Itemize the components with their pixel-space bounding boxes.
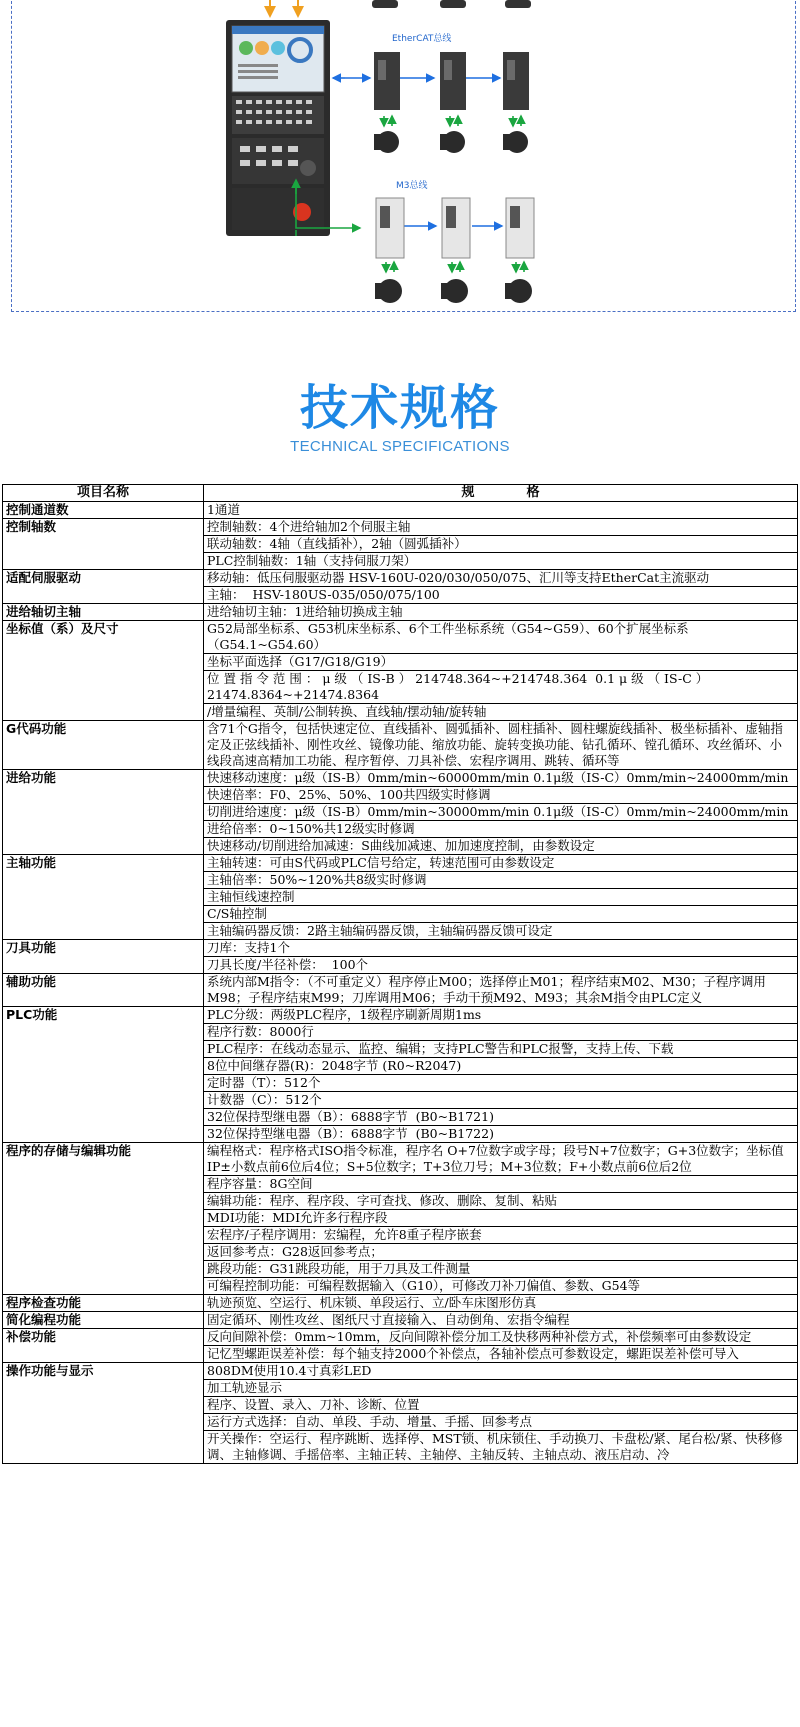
table-row [3, 940, 798, 957]
spec-value: 切削进给速度：μ级（IS-B）0mm/min~30000mm/min 0.1μ级（IS-C）0mm/min~24000mm/min [204, 804, 798, 821]
heading-title-cn: 技术规格 [299, 380, 500, 436]
table-row [3, 604, 798, 621]
spec-value: 可编程控制功能：可编程数据输入（G10），可修改刀补刀偏值、参数、G54等 [204, 1278, 798, 1295]
spec-item-name: 程序检查功能 [3, 1295, 204, 1312]
spec-value: 808DM使用10.4寸真彩LED [204, 1363, 798, 1380]
spec-item-name: 简化编程功能 [3, 1312, 204, 1329]
spec-value: 固定循环、刚性攻丝、图纸尺寸直接输入、自动倒角、宏指令编程 [204, 1312, 798, 1329]
spec-table-header [3, 485, 798, 502]
table-row [3, 721, 798, 770]
spec-value: 主轴编码器反馈：2路主轴编码器反馈，主轴编码器反馈可设定 [204, 923, 798, 940]
header-name: 项目名称 [3, 485, 204, 502]
spec-value: 8位中间继存器(R)：2048字节 (R0~R2047) [204, 1058, 798, 1075]
spec-value: 刀库：支持1个 [204, 940, 798, 957]
spec-value: 控制轴数：4个进给轴加2个伺服主轴 [204, 519, 798, 536]
spec-value: 刀具长度/半径补偿： 100个 [204, 957, 798, 974]
top-motors [372, 0, 531, 8]
spec-value: G52局部坐标系、G53机床坐标系、6个工件坐标系统（G54~G59）、60个扩展坐标系（G54.1~G54.60） [204, 621, 798, 654]
spec-value: 主轴恒线速控制 [204, 889, 798, 906]
spec-value: 程序容量：8G空间 [204, 1176, 798, 1193]
table-row [3, 974, 798, 1007]
spec-value: 返回参考点：G28返回参考点； [204, 1244, 798, 1261]
spec-item-name: 控制轴数 [3, 519, 204, 570]
spec-value: 跳段功能：G31跳段功能，用于刀具及工件测量 [204, 1261, 798, 1278]
ethercat-motors [374, 131, 528, 153]
spec-value: 运行方式选择：自动、单段、手动、增量、手摇、回参考点 [204, 1414, 798, 1431]
spec-value: 宏程序/子程序调用：宏编程，允许8重子程序嵌套 [204, 1227, 798, 1244]
spec-value: 主轴倍率：50%~120%共8级实时修调 [204, 872, 798, 889]
table-row [3, 855, 798, 872]
spec-value: 进给倍率：0~150%共12级实时修调 [204, 821, 798, 838]
header-spec: 规 格 [204, 485, 798, 502]
table-row [3, 770, 798, 787]
spec-value: 32位保持型继电器（B）：6888字节 (B0~B1722) [204, 1126, 798, 1143]
section-heading [0, 380, 800, 455]
spec-item-name: 主轴功能 [3, 855, 204, 940]
spec-value: 快速移动速度：μ级（IS-B）0mm/min~60000mm/min 0.1μ级（IS-C）0mm/min~24000mm/min [204, 770, 798, 787]
table-row [3, 1143, 798, 1176]
spec-item-name: 程序的存储与编辑功能 [3, 1143, 204, 1295]
spec-value: 移动轴：低压伺服驱动器 HSV-160U-020/030/050/075、汇川等支持EtherCat主流驱动 [204, 570, 798, 587]
table-row [3, 621, 798, 654]
spec-item-name: 控制通道数 [3, 502, 204, 519]
spec-value: 程序行数：8000行 [204, 1024, 798, 1041]
spec-item-name: G代码功能 [3, 721, 204, 770]
spec-item-name: 进给轴切主轴 [3, 604, 204, 621]
spec-value: 快速倍率：F0、25%、50%、100共四级实时修调 [204, 787, 798, 804]
table-row [3, 1329, 798, 1346]
spec-value: 系统内部M指令：（不可重定义）程序停止M00；选择停止M01；程序结束M02、M30；子程序调用M98；子程序结束M99；刀库调用M06；手动干预M92、M93；其余M指令由PLC定义 [204, 974, 798, 1007]
spec-item-name: 操作功能与显示 [3, 1363, 204, 1464]
spec-value: PLC控制轴数：1轴（支持伺服刀架） [204, 553, 798, 570]
spec-value: 定时器（T）：512个 [204, 1075, 798, 1092]
table-row [3, 1007, 798, 1024]
spec-value: PLC程序：在线动态显示、监控、编辑；支持PLC警告和PLC报警，支持上传、下载 [204, 1041, 798, 1058]
spec-value: 加工轨迹显示 [204, 1380, 798, 1397]
spec-value: 32位保持型继电器（B）：6888字节 (B0~B1721) [204, 1109, 798, 1126]
spec-value: 进给轴切主轴：1进给轴切换成主轴 [204, 604, 798, 621]
m3-motors [375, 279, 532, 303]
spec-item-name: 坐标值（系）及尺寸 [3, 621, 204, 721]
spec-value: 记忆型螺距误差补偿：每个轴支持2000个补偿点，各轴补偿点可参数设定，螺距误差补偿可导入 [204, 1346, 798, 1363]
m3-arrows [386, 262, 524, 272]
spec-value: 快速移动/切削进给加减速：S曲线加减速、加加速度控制，由参数设定 [204, 838, 798, 855]
m3-drives [376, 198, 534, 258]
spec-value: 开关操作：空运行、程序跳断、选择停、MST锁、机床锁住、手动换刀、卡盘松/紧、尾台松/紧、快移修调、主轴修调、手摇倍率、主轴正转、主轴停、主轴反转、主轴点动、液压启动、冷 [204, 1431, 798, 1464]
spec-value: C/S轴控制 [204, 906, 798, 923]
heading-title-en: TECHNICAL SPECIFICATIONS [290, 438, 510, 455]
table-row [3, 502, 798, 519]
spec-table-body [3, 502, 798, 1464]
spec-value: 含71个G指令，包括快速定位、直线插补、圆弧插补、圆柱插补、圆柱螺旋线插补、极坐标插补、虚轴指定及正弦线插补、刚性攻丝、镜像功能、缩放功能、旋转变换功能、钻孔循环、镗孔循环、攻丝循环、小线段高速高精加工功能、程序暂停、刀具补偿、宏程序调用、跳转、循环等 [204, 721, 798, 770]
spec-value: 联动轴数：4轴（直线插补），2轴（圆弧插补） [204, 536, 798, 553]
m3-label: M3总线 [396, 181, 428, 191]
spec-item-name: 刀具功能 [3, 940, 204, 974]
spec-value: 1通道 [204, 502, 798, 519]
spec-value: 主轴： HSV-180US-035/050/075/100 [204, 587, 798, 604]
table-row [3, 1295, 798, 1312]
cnc-controller [226, 20, 330, 236]
spec-value: PLC分级：两级PLC程序，1级程序刷新周期1ms [204, 1007, 798, 1024]
ethercat-drives [374, 52, 529, 110]
ethercat-label: EtherCAT总线 [392, 34, 452, 44]
spec-value: 轨迹预览、空运行、机床锁、单段运行、立/卧车床图形仿真 [204, 1295, 798, 1312]
table-row [3, 1363, 798, 1380]
spec-value: 坐标平面选择（G17/G18/G19） [204, 654, 798, 671]
spec-value: 位 置 指 令 范 围 ： μ 级 （ IS-B ） 214748.364~+214748.364 0.1 μ 级 （ IS-C ） 21474.8364~+21474.8364 [204, 671, 798, 704]
spec-table [2, 484, 798, 1464]
spec-item-name: 补偿功能 [3, 1329, 204, 1363]
spec-value: 程序、设置、录入、刀补、诊断、位置 [204, 1397, 798, 1414]
spec-item-name: PLC功能 [3, 1007, 204, 1143]
spec-item-name: 适配伺服驱动 [3, 570, 204, 604]
table-row [3, 570, 798, 587]
ethercat-arrows [384, 116, 521, 126]
spec-item-name: 辅助功能 [3, 974, 204, 1007]
system-diagram [0, 0, 800, 320]
spec-value: MDI功能：MDI允许多行程序段 [204, 1210, 798, 1227]
spec-item-name: 进给功能 [3, 770, 204, 855]
spec-value: 主轴转速：可由S代码或PLC信号给定，转速范围可由参数设定 [204, 855, 798, 872]
spec-value: /增量编程、英制/公制转换、直线轴/摆动轴/旋转轴 [204, 704, 798, 721]
spec-value: 编程格式：程序格式ISO指令标准，程序名 O+7位数字或字母；段号N+7位数字；G+3位数字；坐标值IP±小数点前6位后4位；S+5位数字；T+3位刀号；M+3位数；F+小数点前6位后2位 [204, 1143, 798, 1176]
spec-value: 编辑功能：程序、程序段、字可查找、修改、删除、复制、粘贴 [204, 1193, 798, 1210]
input-arrows [270, 0, 298, 16]
spec-value: 计数器（C）：512个 [204, 1092, 798, 1109]
table-row [3, 519, 798, 536]
spec-value: 反向间隙补偿：0mm~10mm，反向间隙补偿分加工及快移两种补偿方式，补偿频率可由参数设定 [204, 1329, 798, 1346]
table-row [3, 1312, 798, 1329]
